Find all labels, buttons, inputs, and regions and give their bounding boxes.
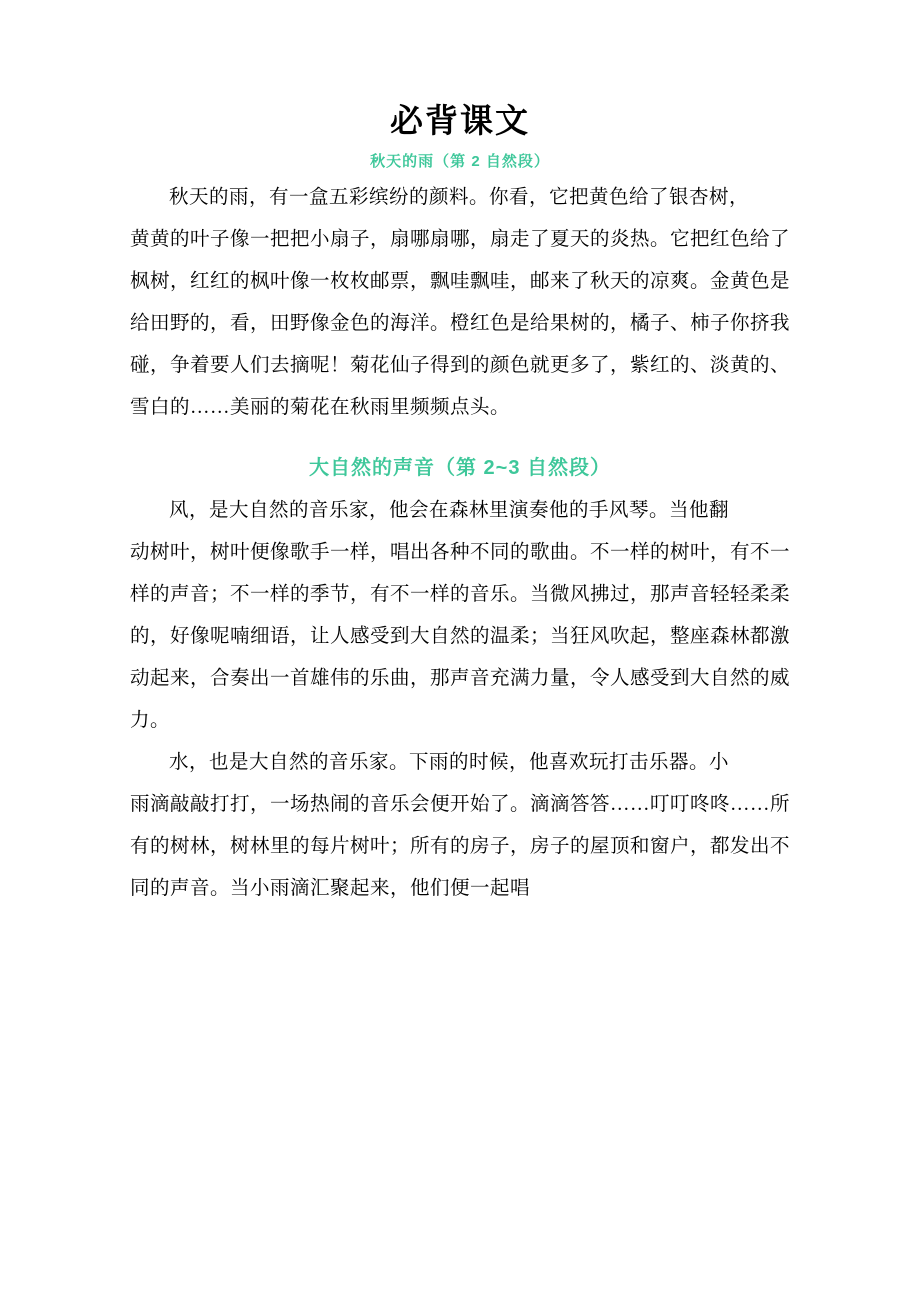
paragraph: 水，也是大自然的音乐家。下雨的时候，他喜欢玩打击乐器。小 <box>169 752 730 773</box>
paragraph: 秋天的雨，有一盒五彩缤纷的颜料。你看，它把黄色给了银杏树， <box>169 187 750 208</box>
paragraph: 黄黄的叶子像一把把小扇子，扇哪扇哪，扇走了夏天的炎热。它把红色给了枫树，红红的枫叶像一枚枚邮票，飘哇飘哇，邮来了秋天的凉爽。金黄色是给田野的，看，田野像金色的海洋。橙红色是给果树的，橘子、柿子你挤我碰，争着要人们去摘呢！菊花仙子得到的颜色就更多了，紫红的、淡黄的、雪白的……美丽的菊花在秋雨里频频点头。 <box>130 229 791 418</box>
document-content <box>130 95 790 910</box>
paragraph: 动树叶，树叶便像歌手一样，唱出各种不同的歌曲。不一样的树叶，有不一样的声音；不一样的季节，有不一样的音乐。当微风拂过，那声音轻轻柔柔的，好像呢喃细语，让人感受到大自然的温柔；当狂风吹起，整座森林都激动起来，合奏出一首雄伟的乐曲，那声音充满力量，令人感受到大自然的威力。 <box>130 542 791 731</box>
section-qiutiandeyu <box>130 150 790 429</box>
paragraph: 雨滴敲敲打打，一场热闹的音乐会便开始了。滴滴答答……叮叮咚咚……所有的树林，树林里的每片树叶；所有的房子，房子的屋顶和窗户，都发出不同的声音。当小雨滴汇聚起来，他们便一起唱 <box>130 794 791 899</box>
page-title: 必背课文 <box>390 102 530 139</box>
section-heading: 秋天的雨（第 2 自然段） <box>370 153 550 170</box>
paragraph: 风，是大自然的音乐家，他会在森林里演奏他的手风琴。当他翻 <box>169 500 730 521</box>
section-daziransheng <box>130 451 790 910</box>
section-heading: 大自然的声音（第 2~3 自然段） <box>308 457 612 479</box>
